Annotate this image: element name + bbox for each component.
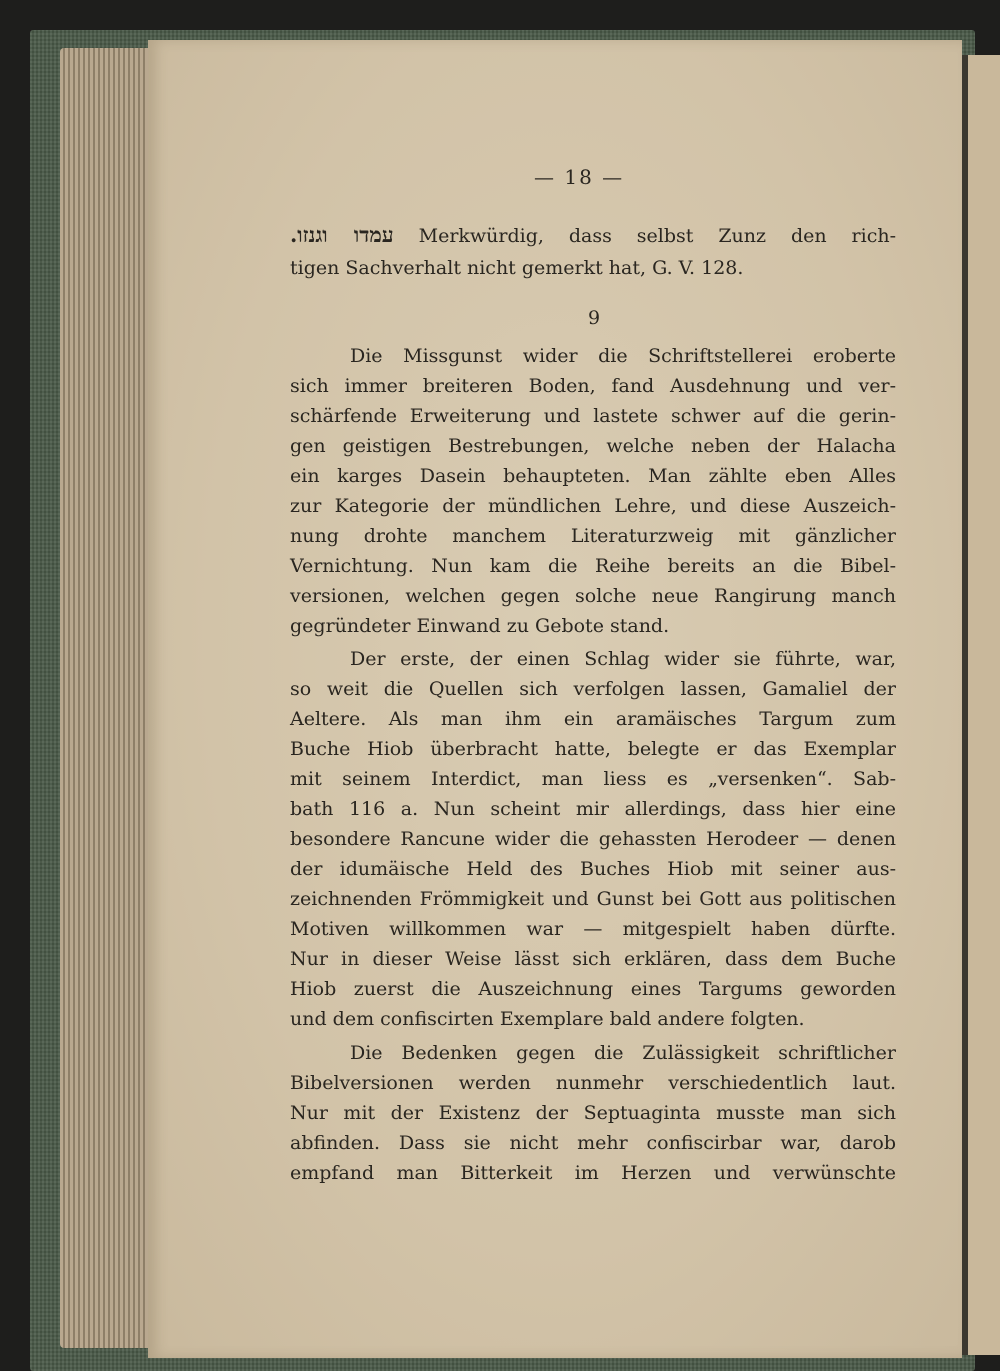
text-line-second: tigen Sachverhalt nicht gemerkt hat, G. V. 128. (290, 257, 744, 279)
next-page-edge (962, 55, 1000, 1355)
paragraph-2-line: Aeltere. Als man ihm ein aramäisches Targum zum (290, 708, 896, 730)
paragraph-1-line: versionen, welchen gegen solche neue Rangirung manch (290, 585, 896, 607)
paragraph-2-line: so weit die Quellen sich verfolgen lassen, Gamaliel der (290, 678, 896, 700)
paragraph-2-line: Motiven willkommen war — mitgespielt haben dürfte. (290, 918, 896, 940)
paragraph-2-line: Der erste, der einen Schlag wider sie führte, war, (350, 648, 896, 670)
paragraph-3-line: empfand man Bitterkeit im Herzen und verwünschte (290, 1162, 896, 1184)
paragraph-2-line: zeichnenden Frömmigkeit und Gunst bei Gott aus politischen (290, 888, 896, 910)
paragraph-3-line: abfinden. Dass sie nicht mehr confiscirbar war, darob (290, 1132, 896, 1154)
paragraph-1-line: Vernichtung. Nun kam die Reihe bereits an die Bibel- (290, 555, 896, 577)
section-number: 9 (588, 307, 601, 329)
paragraph-3-line: Die Bedenken gegen die Zulässigkeit schriftlicher (350, 1042, 896, 1064)
paragraph-3-line: Bibelversionen werden nunmehr verschiedentlich laut. (290, 1072, 896, 1094)
paragraph-2-line: Nur in dieser Weise lässt sich erklären, dass dem Buche (290, 948, 896, 970)
paragraph-1-line: ein karges Dasein behaupteten. Man zählte eben Alles (290, 465, 896, 487)
paragraph-2-line: mit seinem Interdict, man liess es „versenken“. Sab- (290, 768, 896, 790)
paragraph-2-line: bath 116 a. Nun scheint mir allerdings, dass hier eine (290, 798, 896, 820)
paragraph-2-line: der idumäische Held des Buches Hiob mit seiner aus- (290, 858, 896, 880)
paragraph-1-line: gegründeter Einwand zu Gebote stand. (290, 615, 670, 637)
paragraph-1-line: gen geistigen Bestrebungen, welche neben der Halacha (290, 435, 896, 457)
page-number: — 18 — (534, 165, 625, 189)
paragraph-1-line: zur Kategorie der mündlichen Lehre, und diese Auszeich- (290, 495, 896, 517)
text-line-first (290, 222, 896, 250)
paragraph-1-line: sich immer breiteren Boden, fand Ausdehnung und ver- (290, 375, 896, 397)
paragraph-1-line: Die Missgunst wider die Schriftstellerei eroberte (350, 345, 896, 367)
paragraph-1-line: schärfende Erweiterung und lastete schwer auf die gerin- (290, 405, 896, 427)
paragraph-2-line: Hiob zuerst die Auszeichnung eines Targums geworden (290, 978, 896, 1000)
paragraph-1-line: nung drohte manchem Literaturzweig mit gänzlicher (290, 525, 896, 547)
first-line-rest: Merkwürdig, dass selbst Zunz den rich- (418, 225, 896, 247)
paragraph-3-line: Nur mit der Existenz der Septuaginta musste man sich (290, 1102, 896, 1124)
paragraph-2-line: Buche Hiob überbracht hatte, belegte er das Exemplar (290, 738, 896, 760)
paragraph-2-line: und dem confiscirten Exemplare bald andere folgten. (290, 1008, 805, 1030)
paragraph-2-line: besondere Rancune wider die gehassten Herodeer — denen (290, 828, 896, 850)
hebrew-phrase: עמדו וגנזו. (290, 222, 394, 247)
